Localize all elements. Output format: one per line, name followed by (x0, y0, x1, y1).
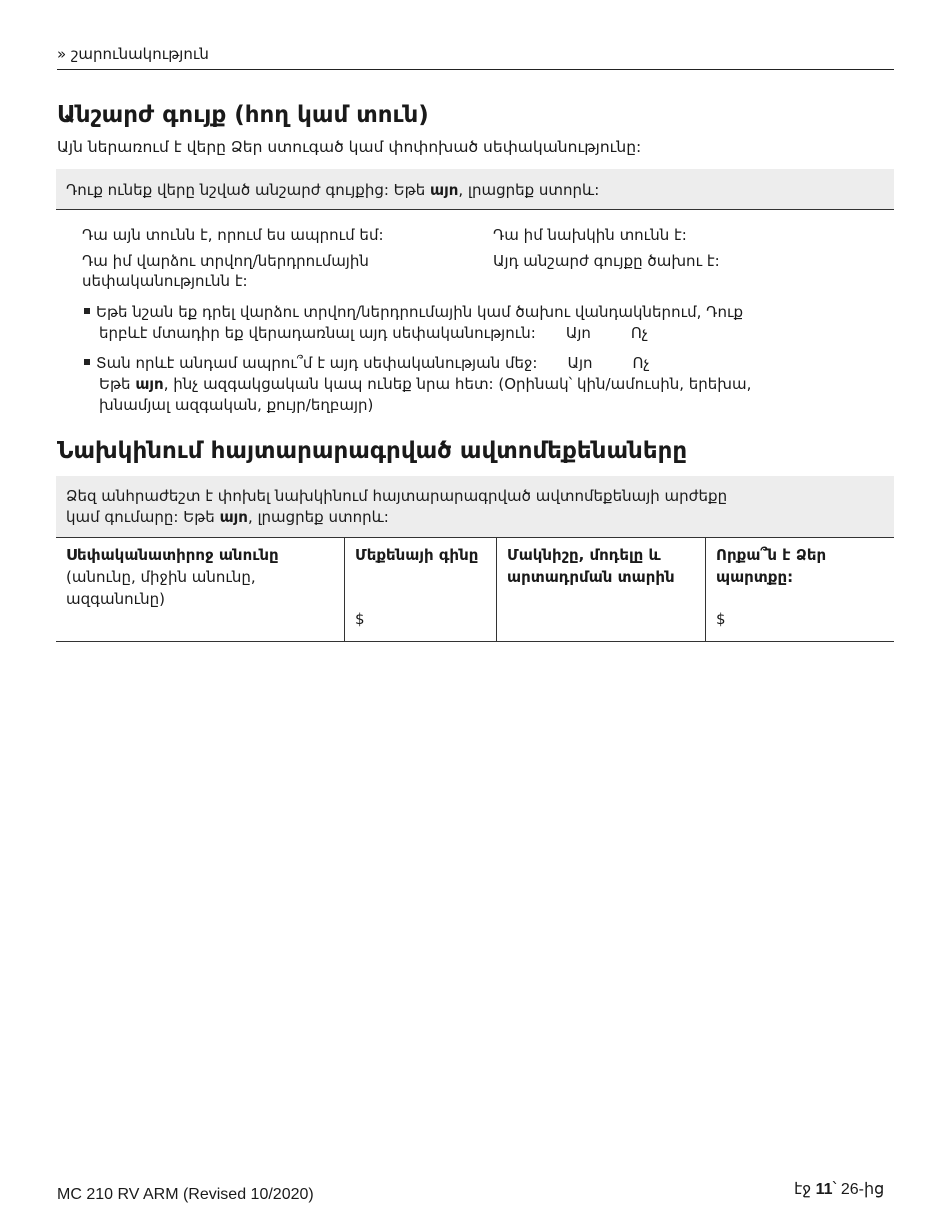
amount-owed-header: Որքա՞ն է Ձեր պարտքը: (716, 546, 827, 586)
yes-option[interactable]: Այո (567, 354, 593, 372)
amount-owed-currency: $ (716, 610, 726, 628)
followup-text: Եթե (99, 375, 136, 393)
owner-name-subheader: (անունը, միջին անունը, ազգանունը) (66, 568, 256, 608)
question-text: Եթե նշան եք դրել վարձու տրվող/ներդրումային կամ ծախու վանդակներում, Դուք (96, 303, 744, 321)
vehicle-table (56, 538, 894, 642)
bullet-square-icon (84, 359, 90, 365)
vehicle-value-header: Մեքենայի գինը (355, 546, 479, 564)
make-model-year-field[interactable] (496, 538, 705, 641)
question-text: Տան որևէ անդամ ապրու՞մ է այդ սեփականության մեջ: (96, 354, 538, 372)
real-estate-title: Անշարժ գույք (հող կամ տուն) (57, 102, 429, 128)
prompt-line-1: Ձեզ անհրաժեշտ է փոխել նախկինում հայտարարագրված ավտոմեքենայի արժեքը (66, 487, 728, 505)
prompt-yes-word: այո (219, 508, 248, 526)
question-household-member (84, 353, 874, 416)
page-suffix: ՝ 26-ից (832, 1181, 885, 1198)
page-prefix: էջ (794, 1181, 816, 1198)
followup-text-line2: խնամյալ ազգական, քույր/եղբայր) (99, 396, 374, 414)
option-current-home[interactable]: Դա այն տունն է, որում ես ապրում եմ: (82, 226, 384, 244)
owner-name-field[interactable] (56, 538, 344, 641)
form-id: MC 210 RV ARM (Revised 10/2020) (57, 1186, 314, 1203)
yes-option[interactable]: Այո (565, 324, 591, 342)
page-number: 11 (815, 1181, 833, 1198)
option-rental-property[interactable]: Դա իմ վարձու տրվող/ներդրումային սեփականությունն է: (82, 252, 369, 290)
followup-text-end: , ինչ ազգակցական կապ ունեք նրա հետ: (Օրինակ՝ կին/ամուսին, երեխա, (163, 375, 752, 393)
option-former-home[interactable]: Դա իմ նախկին տունն է: (493, 226, 687, 244)
header-divider (57, 69, 894, 70)
prompt-line-2 (66, 507, 894, 528)
prompt-text-end: , լրացրեք ստորև: (247, 508, 389, 526)
real-estate-description: Այն ներառում է վերը Ձեր ստուգած կամ փոփոխած սեփականությունը: (57, 138, 642, 156)
bullet-square-icon (84, 308, 90, 314)
followup-yes-word: այո (135, 375, 164, 393)
prompt-text: կամ գումարը: Եթե (66, 508, 220, 526)
vehicle-value-field[interactable] (344, 538, 496, 641)
question-return-intent (84, 302, 874, 344)
continuation-label: » շարունակություն (57, 45, 209, 63)
option-for-sale[interactable]: Այդ անշարժ գույքը ծախու է: (493, 252, 720, 270)
prompt-text-end: , լրացրեք ստորև: (458, 181, 600, 199)
no-option[interactable]: Ոչ (630, 324, 648, 342)
vehicles-title: Նախկինում հայտարարագրված ավտոմեքենաները (57, 438, 688, 464)
vehicle-value-currency: $ (355, 610, 365, 628)
prompt-yes-word: այո (430, 181, 459, 199)
page-indicator (794, 1179, 884, 1201)
real-estate-prompt (56, 169, 894, 210)
no-option[interactable]: Ոչ (632, 354, 650, 372)
question-text: երբևէ մտադիր եք վերադառնալ այդ սեփականություն: (99, 324, 536, 342)
vehicles-prompt (56, 476, 894, 538)
owner-name-header: Սեփականատիրոջ անունը (66, 546, 279, 564)
amount-owed-field[interactable] (705, 538, 894, 641)
make-model-year-header: Մակնիշը, մոդելը և արտադրման տարին (507, 546, 675, 586)
prompt-text: Դուք ունեք վերը նշված անշարժ գույքից: Եթե (66, 181, 431, 199)
